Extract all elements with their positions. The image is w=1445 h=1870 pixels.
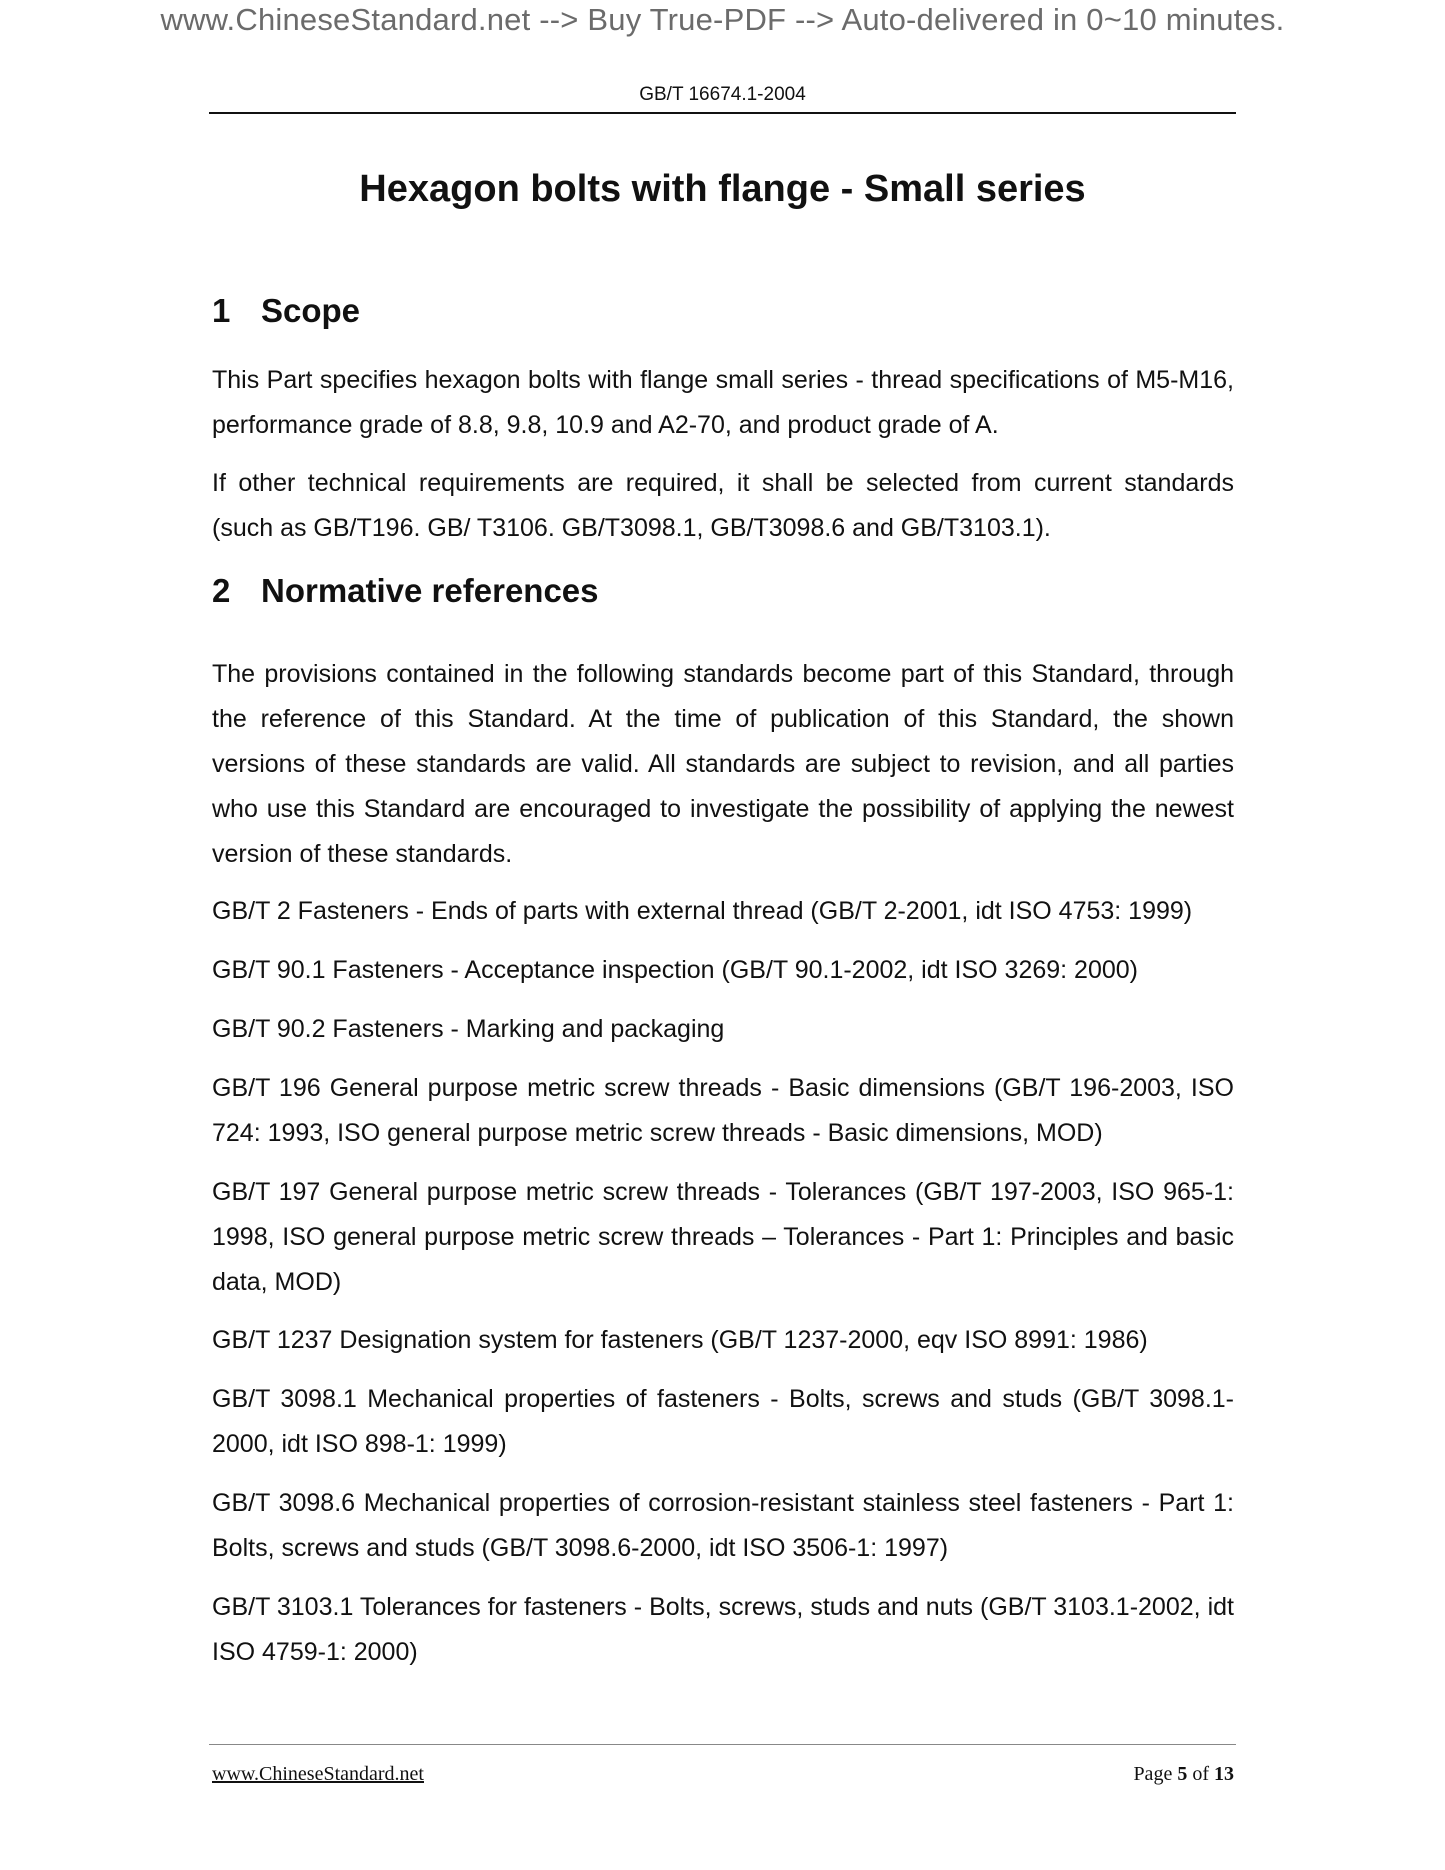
page-title: Hexagon bolts with flange - Small series xyxy=(359,168,1086,210)
page-prefix: Page xyxy=(1133,1763,1178,1785)
page-number xyxy=(1133,1763,1234,1786)
top-banner: www.ChineseStandard.net --> Buy True-PDF --> Auto-delivered in 0~10 minutes. xyxy=(160,2,1285,37)
document-id-header: GB/T 16674.1-2004 xyxy=(639,84,806,105)
section-number: 1 xyxy=(212,292,231,329)
section-title: Normative references xyxy=(261,572,599,609)
section-heading-scope xyxy=(212,292,360,330)
paragraph: If other technical requirements are required, it shall be selected from current standards (such as GB/T196. GB/ T3106. GB/T3098.1, GB/T3098.6 and GB/T3103.1). xyxy=(212,469,1234,542)
reference-item: GB/T 2 Fasteners - Ends of parts with external thread (GB/T 2-2001, idt ISO 4753: 1999) xyxy=(212,897,1193,925)
section-number: 2 xyxy=(212,572,231,609)
page-of: of xyxy=(1187,1763,1214,1785)
reference-item: GB/T 90.2 Fasteners - Marking and packaging xyxy=(212,1015,725,1043)
header-rule xyxy=(209,112,1236,114)
paragraph: The provisions contained in the following standards become part of this Standard, through the reference of this Standard. At the time of publication of this Standard, the shown versions of these standards are valid. All standards are subject to revision, and all parties who use this Standard are encouraged to investigate the possibility of applying the newest version of these standards. xyxy=(212,660,1234,868)
page-current: 5 xyxy=(1177,1763,1188,1785)
reference-item: GB/T 1237 Designation system for fasteners (GB/T 1237-2000, eqv ISO 8991: 1986) xyxy=(212,1326,1148,1354)
page-total: 13 xyxy=(1214,1763,1234,1785)
section-heading-normative-references xyxy=(212,572,599,610)
reference-item: GB/T 196 General purpose metric screw threads - Basic dimensions (GB/T 196-2003, ISO 724: 1993, ISO general purpose metric screw threads - Basic dimensions, MOD) xyxy=(212,1074,1234,1147)
reference-item: GB/T 90.1 Fasteners - Acceptance inspection (GB/T 90.1-2002, idt ISO 3269: 2000) xyxy=(212,956,1138,984)
reference-item: GB/T 197 General purpose metric screw threads - Tolerances (GB/T 197-2003, ISO 965-1: 1998, ISO general purpose metric screw threads – Tolerances - Part 1: Principles and basic data, MOD) xyxy=(212,1178,1234,1296)
footer-rule xyxy=(209,1744,1236,1745)
paragraph: This Part specifies hexagon bolts with flange small series - thread specifications of M5-M16, performance grade of 8.8, 9.8, 10.9 and A2-70, and product grade of A. xyxy=(212,366,1234,439)
reference-item: GB/T 3103.1 Tolerances for fasteners - Bolts, screws, studs and nuts (GB/T 3103.1-2002, idt ISO 4759-1: 2000) xyxy=(212,1593,1234,1666)
reference-item: GB/T 3098.1 Mechanical properties of fasteners - Bolts, screws and studs (GB/T 3098.1-2000, idt ISO 898-1: 1999) xyxy=(212,1385,1234,1458)
reference-item: GB/T 3098.6 Mechanical properties of corrosion-resistant stainless steel fasteners - Part 1: Bolts, screws and studs (GB/T 3098.6-2000, idt ISO 3506-1: 1997) xyxy=(212,1489,1234,1562)
section-title: Scope xyxy=(261,292,361,329)
footer-website-link[interactable]: www.ChineseStandard.net xyxy=(212,1763,424,1785)
